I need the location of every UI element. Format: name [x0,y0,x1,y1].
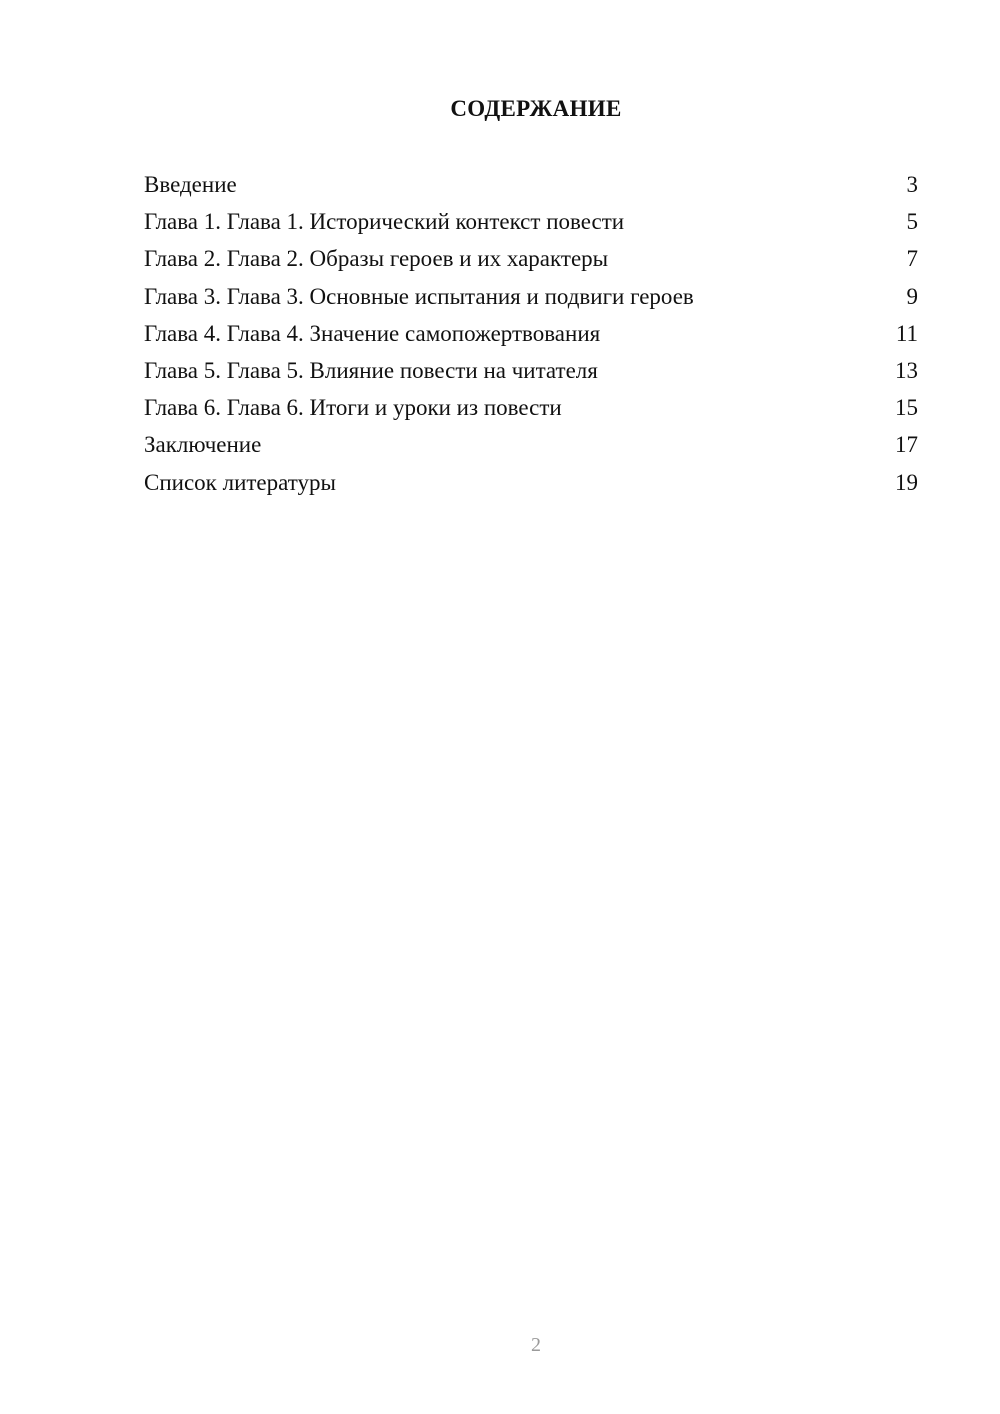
toc-item-page-number: 13 [895,357,918,383]
toc-item-chapter-3 [144,282,918,319]
toc-item-label: Глава 3. Глава 3. Основные испытания и подвиги героев [144,283,694,309]
toc-item-label: Глава 4. Глава 4. Значение самопожертвования [144,320,601,346]
toc-item-label: Глава 6. Глава 6. Итоги и уроки из повести [144,395,562,421]
toc-item-label: Список литературы [144,469,336,495]
toc-item-introduction [144,170,918,207]
toc-item-label: Глава 1. Глава 1. Исторический контекст повести [144,209,625,235]
toc-item-chapter-6 [144,393,918,430]
toc-item-chapter-5 [144,356,918,393]
table-of-contents [144,170,918,505]
toc-item-references [144,468,918,505]
toc-item-chapter-4 [144,319,918,356]
toc-item-page-number: 3 [906,172,918,197]
toc-title: СОДЕРЖАНИЕ [450,96,622,121]
page-number: 2 [531,1334,541,1356]
toc-item-conclusion [144,430,918,467]
toc-item-page-number: 7 [906,246,918,272]
toc-item-label: Глава 5. Глава 5. Влияние повести на читателя [144,357,598,383]
toc-item-chapter-2 [144,244,918,281]
toc-item-page-number: 19 [895,469,918,495]
toc-item-page-number: 11 [895,320,918,346]
toc-item-page-number: 5 [906,209,918,235]
toc-item-label: Заключение [144,432,262,458]
toc-item-label: Введение [144,172,237,197]
toc-item-page-number: 17 [895,432,918,458]
toc-item-label: Глава 2. Глава 2. Образы героев и их характеры [144,246,609,272]
toc-item-chapter-1 [144,207,918,244]
toc-item-page-number: 15 [895,395,918,421]
toc-item-page-number: 9 [906,283,918,309]
